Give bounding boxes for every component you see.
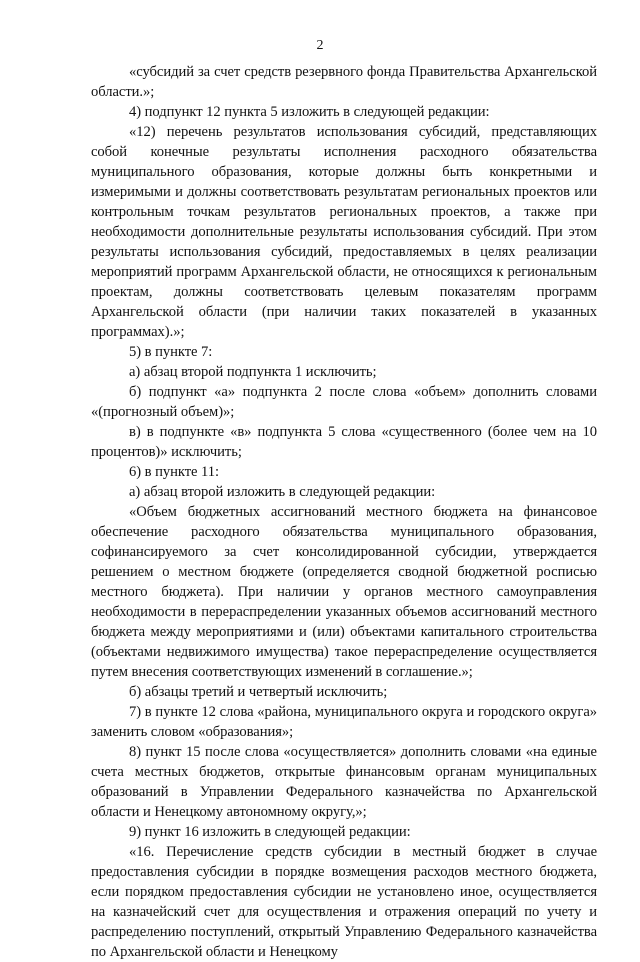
- paragraph-item-5-v: в) в подпункте «в» подпункта 5 слова «существенного (более чем на 10 процентов)» исключить;: [91, 424, 597, 460]
- paragraph-item-4: 4) подпункт 12 пункта 5 изложить в следующей редакции:: [129, 104, 490, 120]
- paragraph-budget-allocations-text: «Объем бюджетных ассигнований местного бюджета на финансовое обеспечение расходного обязательства муниципального образования, софинансируемого за счет консолидированной субсидии, утверждается решением о местном бюджете (определяется сводной бюджетной росписью местного бюджета). При наличии у органов местного самоуправления необходимости в перераспределении указанных объемов ассигнований местного бюджета между мероприятиями и (или) объектами капитального строительства (объектами недвижимого имущества) такое перераспределение осуществляется путем внесения соответствующих изменений в соглашение.»;: [91, 504, 597, 680]
- paragraph-item-5-b: б) подпункт «а» подпункта 2 после слова «объем» дополнить словами «(прогнозный объем)»;: [91, 384, 597, 420]
- paragraph-item-6-a: а) абзац второй изложить в следующей редакции:: [129, 484, 436, 500]
- paragraph-item-5: 5) в пункте 7:: [129, 344, 213, 360]
- page-number: 2: [316, 38, 324, 53]
- paragraph-item-7: 7) в пункте 12 слова «района, муниципального округа и городского округа» заменить словом «образования»;: [91, 704, 597, 740]
- paragraph-item-6: 6) в пункте 11:: [129, 464, 220, 480]
- document-body: [91, 62, 597, 962]
- paragraph-subitem-12-text: «12) перечень результатов использования субсидий, представляющих собой конечные результаты исполнения расходного обязательства муниципального образования, которые должны быть конкретными и измеримыми и должны соответствовать результатам региональных проектов или контрольным точкам результатов региональных проектов, а также при необходимости дополнительные результаты использования субсидий. При этом результаты использования субсидий, предоставляемых в целях реализации мероприятий программ Архангельской области, не относящихся к региональным проектам, должны соответствовать целевым показателям программ Архангельской области (при наличии таких показателей в указанных программах).»;: [91, 124, 597, 340]
- paragraph-item-16-text: «16. Перечисление средств субсидии в местный бюджет в случае предоставления субсидии в порядке возмещения расходов местного бюджета, если порядком предоставления субсидии не установлено иное, осуществляется на казначейский счет для осуществления и отражения операций по учету и распределению поступлений, открытый Управлению Федерального казначейства по Архангельской области и Ненецкому: [91, 844, 597, 960]
- paragraph-item-5-a: а) абзац второй подпункта 1 исключить;: [129, 364, 377, 380]
- paragraph-subsidy-reserve-fund: «субсидий за счет средств резервного фонда Правительства Архангельской области.»;: [91, 64, 597, 100]
- paragraph-item-6-b: б) абзацы третий и четвертый исключить;: [129, 684, 388, 700]
- paragraph-item-8: 8) пункт 15 после слова «осуществляется» дополнить словами «на единые счета местных бюджетов, открытые финансовым органам муниципальных образований в Управлении Федерального казначейства по Архангельской области и Ненецкому автономному округу,»;: [91, 744, 597, 820]
- paragraph-item-9: 9) пункт 16 изложить в следующей редакции:: [129, 824, 411, 840]
